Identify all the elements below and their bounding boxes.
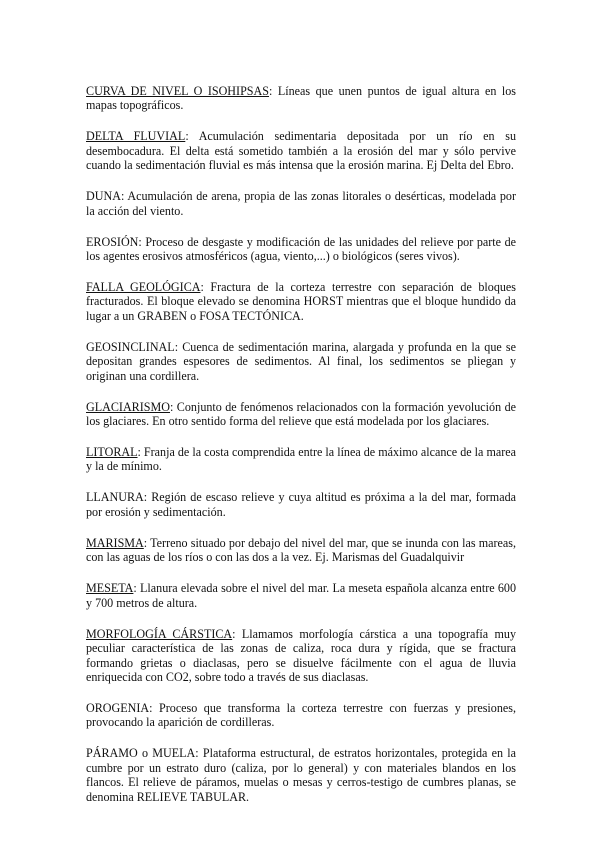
entry-definition: : Conjunto de fenómenos relacionados con la formación yevolución de los glaciares. En otro sentido forma del relieve que está modelada por los glaciares. — [86, 399, 516, 429]
glossary-entry — [86, 84, 516, 113]
entry-term: LLANURA — [86, 490, 144, 505]
entry-definition: : Cuenca de sedimentación marina, alargada y profunda en la que se depositan grandes espesores de sedimentos. Al final, los sedimentos se pliegan y originan una cordillera. — [86, 339, 516, 383]
entry-term: MORFOLOGÍA CÁRSTICA — [86, 626, 233, 641]
glossary-document — [86, 84, 516, 821]
glossary-entry — [86, 490, 516, 519]
entry-definition: : Llamamos morfología cárstica a una topografía muy peculiar característica de las zonas de caliza, roca dura y rígida, que se fractura formando grietas o diaclasas, pero se disuelve fácilmente con el agua de lluvia enriquecida con CO2, sobre todo a través de sus diaclasas. — [86, 626, 517, 684]
entry-definition: : Fractura de la corteza terrestre con separación de bloques fracturados. El bloque elevado se denomina HORST mientras que el bloque hundido da lugar a un GRABEN o FOSA TECTÓNICA. — [86, 280, 516, 323]
glossary-entry — [86, 280, 516, 323]
entry-term: LITORAL — [86, 445, 138, 460]
entry-term: CURVA DE NIVEL O ISOHIPSAS — [86, 84, 269, 98]
entry-term: DELTA FLUVIAL — [86, 129, 186, 144]
glossary-entry — [86, 581, 516, 610]
entry-definition: : Franja de la costa comprendida entre la línea de máximo alcance de la marea y la de mínimo. — [86, 445, 516, 474]
glossary-entry — [86, 235, 516, 264]
glossary-entry — [86, 340, 516, 383]
entry-term: DUNA — [86, 189, 121, 204]
entry-term: GEOSINCLINAL — [86, 339, 175, 354]
entry-term: FALLA GEOLÓGICA — [86, 280, 201, 295]
entry-definition: : Proceso que transforma la corteza terrestre con fuerzas y presiones, provocando la aparición de cordilleras. — [86, 700, 516, 730]
entry-term: OROGENIA — [86, 700, 150, 715]
entry-definition: : Acumulación sedimentaria depositada por un río en su desembocadura. El delta está sometido también a la erosión del mar y sólo pervive cuando la sedimentación fluvial es más intensa que la erosión marina. Ej Delta del Ebro. — [86, 129, 516, 173]
glossary-entry — [86, 536, 516, 565]
entry-definition: : Acumulación de arena, propia de las zonas litorales o desérticas, modelada por la acción del viento. — [86, 189, 516, 218]
entry-term: MARISMA — [86, 535, 144, 550]
entry-term: PÁRAMO o MUELA — [86, 746, 196, 761]
entry-definition: : Región de escaso relieve y cuya altitud es próxima a la del mar, formada por erosión y sedimentación. — [86, 490, 516, 519]
entry-term: GLACIARISMO — [86, 399, 170, 414]
glossary-entry — [86, 129, 516, 172]
entry-term: MESETA — [86, 581, 134, 596]
entry-definition: : Plataforma estructural, de estratos horizontales, protegida en la cumbre por un estrato duro (caliza, por lo general) y con materiales blandos en los flancos. El relieve de páramos, muelas o mesas y cerros-testigo de cumbres planas, se denomina RELIEVE TABULAR. — [86, 746, 516, 804]
glossary-entry — [86, 627, 516, 685]
glossary-entry — [86, 445, 516, 474]
glossary-entry — [86, 701, 516, 730]
glossary-entry — [86, 746, 516, 804]
glossary-entry — [86, 400, 516, 429]
entry-definition: : Proceso de desgaste y modificación de las unidades del relieve por parte de los agentes erosivos atmosféricos (agua, viento,...) o biológicos (seres vivos). — [86, 234, 516, 264]
entry-term: EROSIÓN — [86, 234, 139, 249]
entry-definition: : Líneas que unen puntos de igual altura en los mapas topográficos. — [86, 84, 517, 113]
glossary-entry — [86, 189, 516, 218]
entry-definition: : Llanura elevada sobre el nivel del mar. La meseta española alcanza entre 600 y 700 metros de altura. — [86, 581, 516, 610]
entry-definition: : Terreno situado por debajo del nivel del mar, que se inunda con las mareas, con las aguas de los ríos o con las dos a la vez. Ej. Marismas del Guadalquivir — [86, 535, 516, 565]
